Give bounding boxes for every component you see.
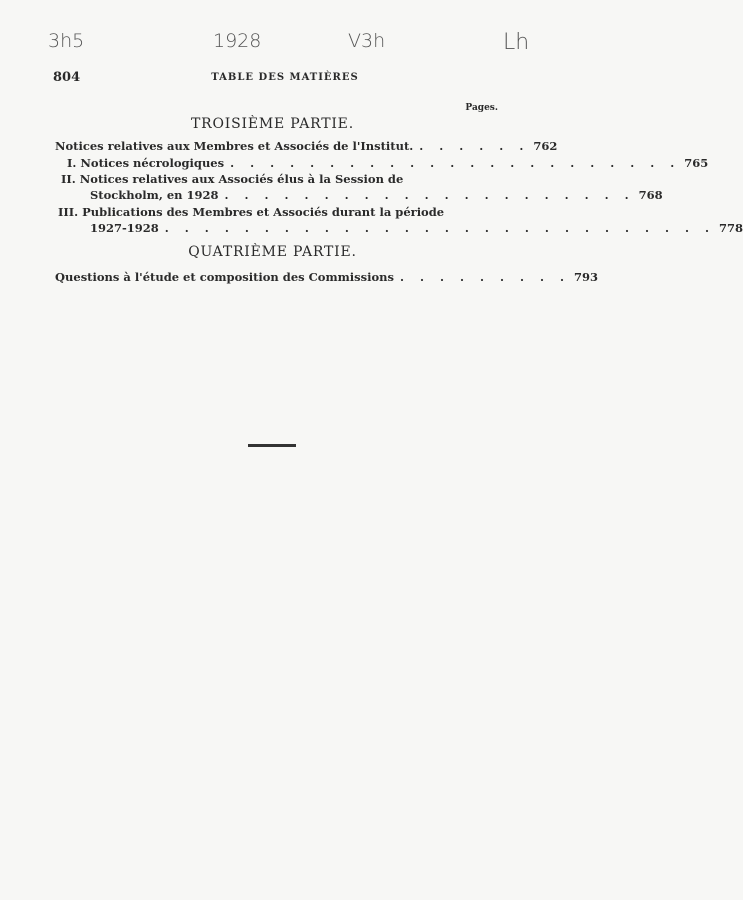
toc-entry-page: 762 bbox=[533, 139, 558, 153]
handwritten-note-4: Lh bbox=[503, 30, 530, 55]
handwritten-note-2: 1928 bbox=[213, 30, 262, 52]
toc-entry-notices-relatives bbox=[55, 139, 558, 153]
toc-entry-label: III. Publications des Membres et Associés durant la période bbox=[58, 205, 445, 219]
end-divider-rule bbox=[248, 444, 296, 447]
leader-dots: . . . . . . . . . . . . . . . . . . . . . bbox=[224, 188, 635, 202]
pages-column-label: Pages. bbox=[465, 103, 498, 113]
toc-entry-page: 765 bbox=[684, 156, 709, 170]
page-number: 804 bbox=[53, 70, 81, 85]
handwritten-note-3: V3h bbox=[348, 30, 386, 52]
leader-dots: . . . . . . . . . . . . . . . . . . . . . . . bbox=[230, 156, 681, 170]
toc-entry-stockholm bbox=[90, 188, 663, 202]
leader-dots: . . . . . . . . . bbox=[400, 270, 571, 284]
toc-entry-page: 778 bbox=[718, 221, 743, 235]
running-title: TABLE DES MATIÈRES bbox=[211, 72, 359, 83]
toc-entry-label-cont: Stockholm, en 1928 bbox=[90, 188, 219, 202]
toc-entry-label: I. Notices nécrologiques bbox=[67, 156, 225, 170]
toc-entry-label: Questions à l'étude et composition des Commissions bbox=[55, 270, 394, 284]
toc-entry-page: 793 bbox=[574, 270, 599, 284]
toc-entry-publications bbox=[90, 221, 743, 235]
toc-entry-commissions bbox=[55, 270, 599, 284]
leader-dots: . . . . . . bbox=[419, 139, 530, 153]
leader-dots: . . . . . . . . . . . . . . . . . . . . . . . . . . . . bbox=[164, 221, 715, 235]
part-heading-quatrieme: QUATRIÈME PARTIE. bbox=[188, 244, 357, 260]
toc-entry-label: II. Notices relatives aux Associés élus à la Session de bbox=[61, 172, 404, 186]
toc-entry-label: Notices relatives aux Membres et Associés de l'Institut. bbox=[55, 139, 414, 153]
toc-entry-page: 768 bbox=[638, 188, 663, 202]
toc-entry-necrologiques bbox=[67, 156, 709, 170]
part-heading-troisieme: TROISIÈME PARTIE. bbox=[191, 116, 354, 132]
handwritten-note-1: 3h5 bbox=[48, 30, 85, 52]
toc-entry-label-cont: 1927-1928 bbox=[90, 221, 159, 235]
